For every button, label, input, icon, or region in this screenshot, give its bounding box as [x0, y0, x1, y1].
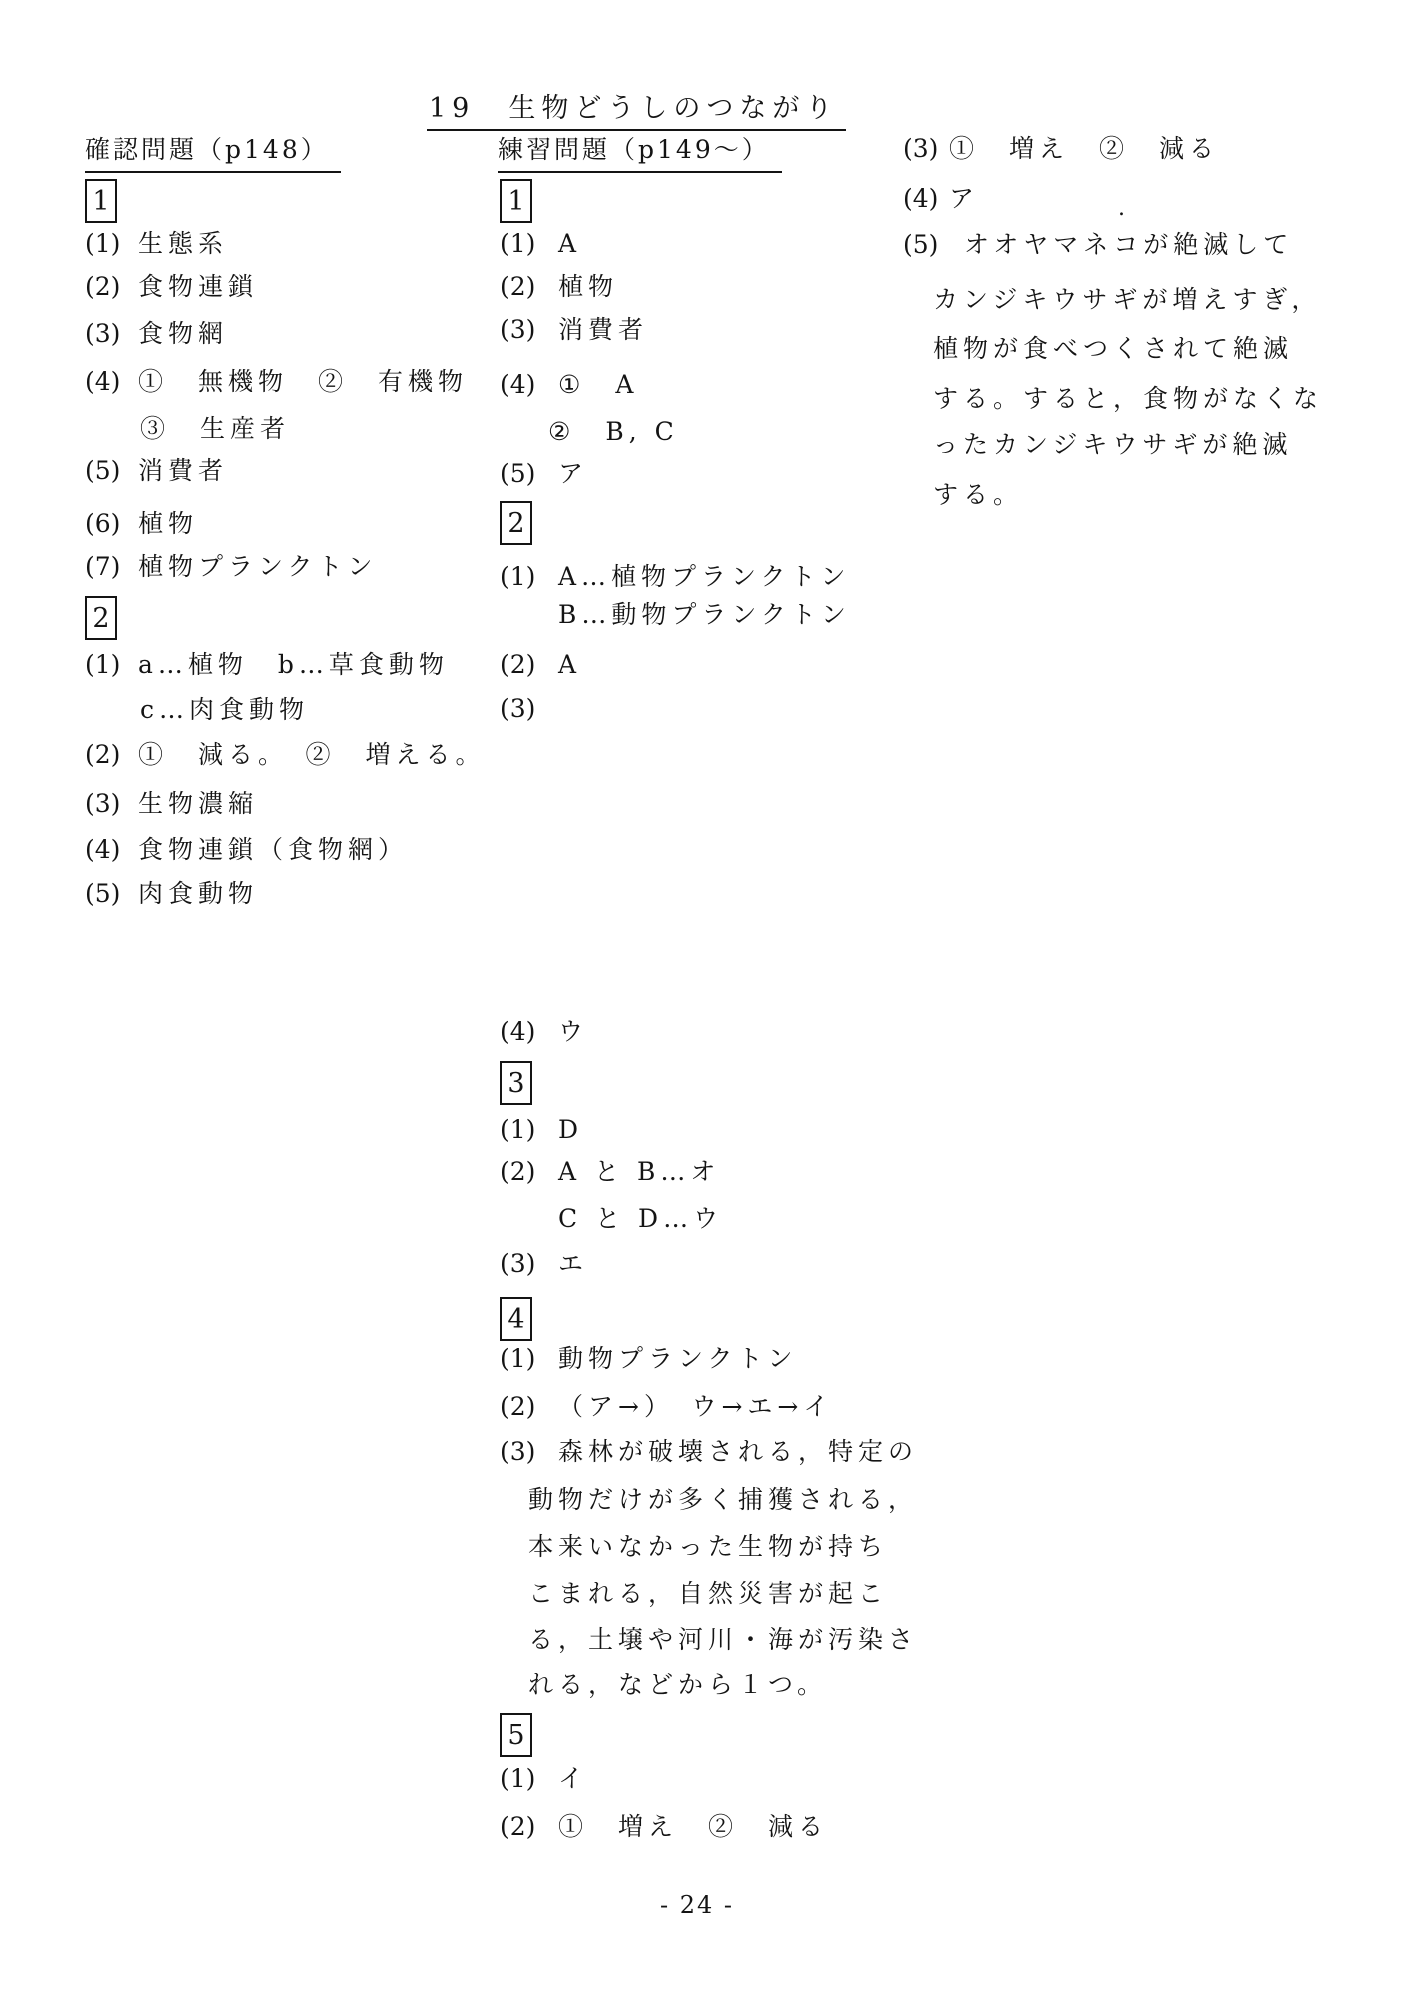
answer-text: ウ	[558, 1017, 589, 1046]
answer-row	[500, 316, 648, 345]
answer-text: 森林が破壊される，特定の	[558, 1437, 919, 1466]
answer-row	[903, 135, 1219, 164]
answer-number: (4)	[85, 367, 121, 396]
renshu-header: 練習問題（p149～）	[498, 130, 782, 173]
answer-number: (1)	[85, 229, 121, 258]
answer-row	[500, 1813, 828, 1842]
renshu-question-box-3: 3	[500, 1061, 532, 1105]
answer-text: A	[558, 229, 582, 258]
answer-row	[933, 335, 1293, 364]
answer-number: (3)	[500, 694, 536, 723]
answer-text: ① 減る。 ② 増える。	[138, 740, 486, 769]
answer-row	[85, 880, 258, 909]
answer-text: ② B, C	[548, 417, 679, 446]
answer-row	[85, 273, 258, 302]
answer-row	[140, 696, 309, 725]
answer-row	[528, 1533, 888, 1562]
answer-text: ③ 生産者	[140, 414, 291, 443]
answer-row	[933, 385, 1323, 414]
kakunin-header: 確認問題（p148）	[85, 130, 341, 173]
answer-row	[528, 1580, 888, 1609]
answer-number: (1)	[85, 650, 121, 679]
answer-row	[85, 741, 486, 770]
answer-number: (5)	[903, 230, 939, 259]
renshu-question-box-4: 4	[500, 1297, 532, 1341]
answer-text: c…肉食動物	[140, 695, 310, 724]
answer-row	[140, 415, 290, 444]
answer-row	[528, 1671, 827, 1700]
answer-text: 本来いなかった生物が持ち	[528, 1532, 889, 1561]
answer-row	[85, 651, 449, 680]
answer-row	[85, 320, 228, 349]
answer-row	[500, 1345, 798, 1374]
answer-number: (3)	[500, 1249, 536, 1278]
answer-text: 生物濃縮	[138, 789, 259, 818]
answer-text: 食物連鎖（食物網）	[138, 835, 409, 864]
answer-text: イ	[558, 1764, 589, 1793]
page-title: 19 生物どうしのつながり	[427, 86, 846, 131]
answer-number: (1)	[500, 1344, 536, 1373]
answer-number: (2)	[500, 272, 536, 301]
answer-number: (5)	[500, 459, 536, 488]
answer-number: (1)	[500, 1115, 536, 1144]
answer-number: (2)	[85, 740, 121, 769]
answer-number: (1)	[500, 229, 536, 258]
answer-number: (7)	[85, 552, 121, 581]
answer-number: (5)	[85, 879, 121, 908]
answer-number: (4)	[903, 184, 939, 213]
answer-row	[528, 1626, 918, 1655]
answer-number: (2)	[85, 272, 121, 301]
answer-row	[500, 230, 581, 259]
answer-text: （ア→） ウ→エ→イ	[558, 1392, 834, 1421]
answer-row	[528, 1486, 918, 1515]
answer-number: (2)	[500, 1392, 536, 1421]
answer-text: 植物プランクトン	[138, 552, 378, 581]
renshu-question-box-1: 1	[500, 179, 532, 223]
answer-text: D	[558, 1115, 584, 1144]
answer-text: A…植物プランクトン	[558, 562, 851, 591]
answer-number: (4)	[500, 1017, 536, 1046]
answer-row	[500, 563, 851, 592]
answer-row	[933, 431, 1292, 460]
answer-row	[500, 695, 558, 724]
answer-text: する。すると，食物がなくな	[933, 384, 1324, 413]
answer-text: A	[558, 650, 582, 679]
answer-text: オオヤマネコが絶滅して	[964, 230, 1294, 259]
answer-text: 食物網	[138, 319, 229, 348]
answer-row	[500, 460, 588, 489]
answer-text: B…動物プランクトン	[558, 600, 851, 629]
page-number: - 24 -	[660, 1891, 735, 1919]
answer-row	[500, 1018, 588, 1047]
kakunin-question-box-2: 2	[85, 596, 117, 640]
answer-number: (3)	[500, 1437, 536, 1466]
answer-text: 動物プランクトン	[558, 1344, 798, 1373]
answer-text: C と D…ウ	[558, 1204, 724, 1233]
answer-row	[500, 651, 581, 680]
answer-text: 食物連鎖	[138, 272, 259, 301]
kakunin-question-box-1: 1	[85, 179, 117, 223]
answer-number: (6)	[85, 509, 121, 538]
answer-text: ア	[558, 459, 589, 488]
answer-text: する。	[933, 480, 1024, 509]
renshu-question-box-5: 5	[500, 1713, 532, 1757]
answer-text: ① A	[558, 370, 639, 399]
answer-number: (1)	[500, 1764, 536, 1793]
answer-number: (2)	[500, 1812, 536, 1841]
answer-text: 消費者	[558, 315, 649, 344]
answer-text: ① 増え ② 減る	[949, 134, 1220, 163]
answer-text: カンジキウサギが増えすぎ，	[933, 285, 1322, 314]
answer-text: ア	[949, 184, 980, 213]
answer-row	[500, 1438, 918, 1467]
answer-row	[85, 790, 258, 819]
stray-mark: .	[1118, 196, 1125, 221]
answer-text: 消費者	[138, 456, 229, 485]
answer-row	[933, 481, 1023, 510]
answer-number: (4)	[85, 835, 121, 864]
answer-row	[85, 368, 468, 397]
answer-row	[933, 286, 1321, 315]
answer-row	[85, 553, 378, 582]
answer-number: (3)	[903, 134, 939, 163]
answer-row	[500, 1158, 720, 1187]
answer-row	[500, 371, 638, 400]
answer-text: エ	[558, 1249, 589, 1278]
answer-text: ① 無機物 ② 有機物	[138, 367, 469, 396]
answer-text: 植物	[558, 272, 619, 301]
answer-row	[500, 1765, 588, 1794]
answer-number: (1)	[500, 562, 536, 591]
answer-row	[500, 1116, 583, 1145]
answer-text: 生態系	[138, 229, 229, 258]
answer-row	[500, 273, 618, 302]
answer-number: (3)	[500, 315, 536, 344]
renshu-question-box-2: 2	[500, 501, 532, 545]
answer-row	[85, 836, 408, 865]
answer-text: こまれる，自然災害が起こ	[528, 1579, 889, 1608]
answer-text: 動物だけが多く捕獲される，	[528, 1485, 919, 1514]
answer-text: 植物が食べつくされて絶滅	[933, 334, 1294, 363]
answer-row	[558, 1205, 723, 1234]
answer-number: (2)	[500, 650, 536, 679]
answer-row	[85, 510, 198, 539]
answer-number: (4)	[500, 370, 536, 399]
answer-text: る，土壌や河川・海が汚染さ	[528, 1625, 919, 1654]
answer-row	[903, 231, 1293, 260]
answer-row	[548, 418, 679, 447]
answer-text: 植物	[138, 509, 199, 538]
answer-text: ① 増え ② 減る	[558, 1812, 829, 1841]
answer-text: れる，などから１つ。	[528, 1670, 828, 1699]
answer-row	[500, 1393, 833, 1422]
answer-row	[903, 185, 979, 214]
answer-row	[558, 601, 851, 630]
answer-number: (2)	[500, 1157, 536, 1186]
answer-text: A と B…オ	[558, 1157, 721, 1186]
answer-text: ったカンジキウサギが絶滅	[933, 430, 1293, 459]
answer-number: (3)	[85, 789, 121, 818]
answer-row	[85, 230, 228, 259]
answer-text: 肉食動物	[138, 879, 259, 908]
answer-number: (5)	[85, 456, 121, 485]
answer-text: a…植物 b…草食動物	[138, 650, 449, 679]
answer-row	[500, 1250, 588, 1279]
answer-number: (3)	[85, 319, 121, 348]
answer-row	[85, 457, 228, 486]
